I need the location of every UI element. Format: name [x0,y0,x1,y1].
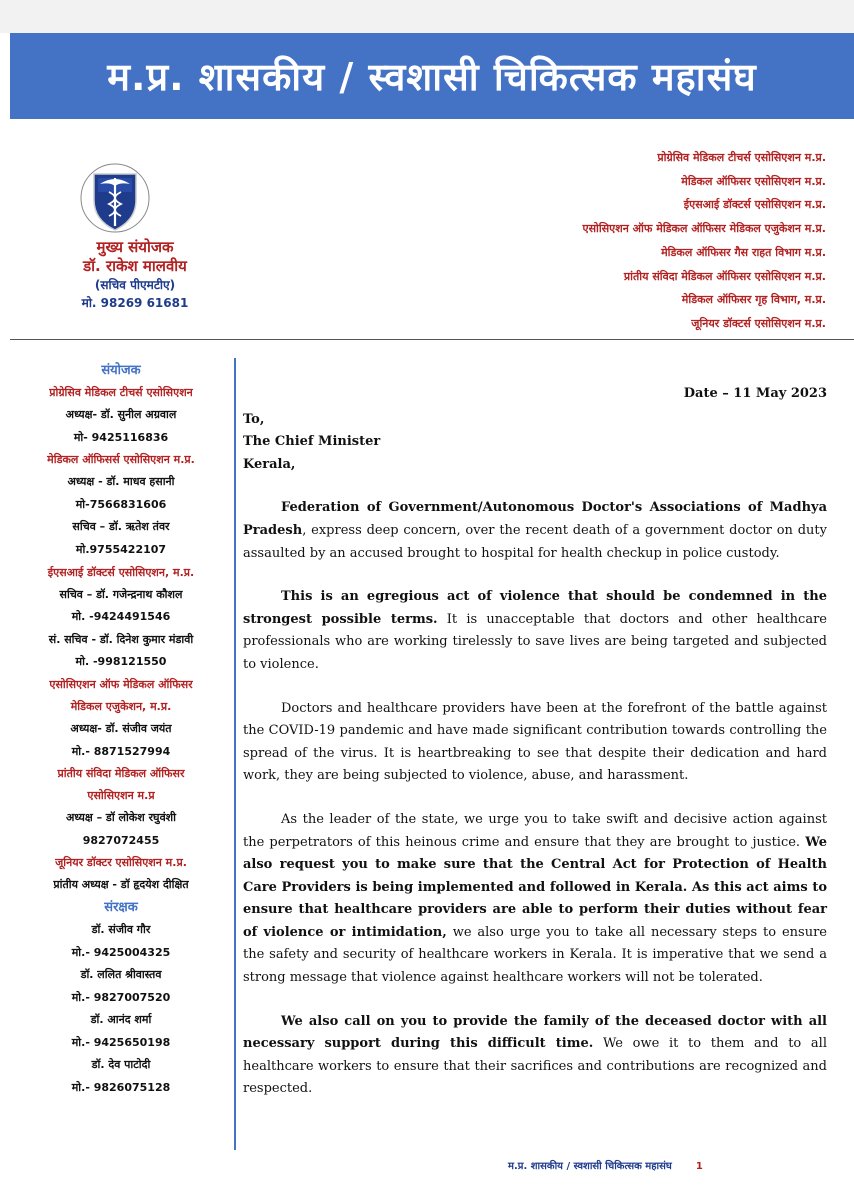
sidebar-person: सं. सचिव - डॉ. दिनेश कुमार मंडावी [48,632,194,646]
paragraph-4-bold: We also request you to make sure that the Central Act for Protection of Health Care Providers is being implemented and followed in Kerala. As this act aims to ensure that healthcare providers are able to perform their duties without fear of violence or intimidation, [243,834,827,940]
sidebar-association-cont: मेडिकल एजुकेशन, म.प्र. [70,699,172,713]
paragraph-4-text-b: we also urge you to take all necessary steps to ensure the safety and security of healthcare workers in Kerala. It is imperative that we send a strong message that violence against healthcare workers will not be tolerated. [243,924,827,986]
paragraph-2-bold: This is an egregious act of violence that should be condemned in the strongest possible terms. [243,589,827,627]
association-item: प्रोग्रेसिव मेडिकल टीचर्स एसोसिएशन म.प्र. [657,151,826,164]
letter-body [243,383,827,1101]
convenor-phone: मो. 98269 61681 [81,296,189,310]
sidebar-phone: मो-7566831606 [75,497,167,511]
paragraph-4 [243,809,827,990]
sidebar-phone: मो.- 9425004325 [71,945,171,959]
page-footer [508,1158,703,1172]
sidebar-divider [234,358,236,1150]
page-number: 1 [695,1161,703,1172]
sidebar-phone: मो.- 8871527994 [71,744,171,758]
member-associations-list [583,146,826,336]
convenor-role: मुख्य संयोजक [96,238,174,256]
paragraph-5 [243,1011,827,1101]
sidebar-phone: मो.- 9826075128 [71,1081,171,1095]
letterhead-banner [10,33,854,119]
paragraph-1 [243,497,827,565]
paragraph-4-text-a: As the leader of the state, we urge you to take swift and decisive action against the perpetrators of this heinous crime and ensure that they are brought to justice. [243,811,827,850]
paragraph-5-bold: We also call on you to provide the family of the deceased doctor with all necessary support during this difficult time. [243,1013,827,1052]
sidebar-association: एसोसिएशन ऑफ मेडिकल ऑफिसर [49,677,193,691]
sidebar-heading-patrons: संरक्षक [104,899,138,915]
footer-text: म.प्र. शासकीय / स्वशासी चिकित्सक महासंघ [508,1161,672,1172]
sidebar-patron: डॉ. संजीव गौर [91,922,151,936]
association-item: मेडिकल ऑफिसर गैस राहत विभाग म.प्र. [661,245,826,259]
letter-date: Date – 11 May 2023 [683,386,827,401]
sidebar-patron: डॉ. देव पाटोदी [91,1058,151,1072]
recipient-title: The Chief Minister [243,434,381,450]
sidebar-association: मेडिकल ऑफिसर्स एसोसिएशन म.प्र. [47,453,195,467]
sidebar-person: सचिव – डॉ. गजेन्द्रनाथ कौशल [59,587,183,601]
sidebar-person: अध्यक्ष- डॉ. सुनील अग्रवाल [65,408,177,421]
sidebar-person: अध्यक्ष – डॉ लोकेश रघुवंशी [65,811,177,825]
paragraph-2 [243,586,827,676]
sidebar-phone: मो.- 9425650198 [71,1035,171,1049]
sidebar-heading-convenors: संयोजक [101,363,141,378]
association-item: एसोसिएशन ऑफ मेडिकल ऑफिसर मेडिकल एजुकेशन म.प्र. [582,222,826,236]
paragraph-1-bold: Federation of Government/Autonomous Doctor's Associations of Madhya Pradesh [243,500,827,538]
association-item: मेडिकल ऑफिसर एसोसिएशन म.प्र. [681,174,826,188]
paragraph-5-text: We owe it to them and to all healthcare workers to ensure that their sacrifices and contributions are recognized and respected. [243,1036,827,1097]
association-item: मेडिकल ऑफिसर गृह विभाग, म.प्र. [681,293,826,307]
sidebar-patron: डॉ. आनंद शर्मा [90,1013,152,1027]
sidebar-phone: मो.- 9827007520 [71,990,171,1004]
association-item: ईएसआई डॉक्टर्स एसोसिएशन म.प्र. [683,198,826,212]
letterhead-title: म.प्र. शासकीय / स्वशासी चिकित्सक महासंघ [107,55,757,99]
sidebar-person: प्रांतीय अध्यक्ष - डॉ हृदयेश दीक्षित [53,878,189,892]
paragraph-1-text: , express deep concern, over the recent death of a government doctor on duty assaulted by an accused brought to hospital for health checkup in police custody. [243,522,827,561]
convenor-post: (सचिव पीएमटीए) [94,278,176,292]
chief-convenor-block [20,238,250,312]
sidebar-association-cont: एसोसिएशन म.प्र [87,789,155,803]
recipient-address [243,409,827,477]
sidebar-phone: मो.9755422107 [75,542,167,556]
sidebar-association: जूनियर डॉक्टर एसोसिएशन म.प्र. [55,856,187,870]
sidebar-association: प्रोग्रेसिव मेडिकल टीचर्स एसोसिएशन [49,386,193,399]
salutation-to: To, [243,411,265,427]
recipient-place: Kerala, [243,456,296,472]
sidebar-person: अध्यक्ष - डॉ. माधव हसानी [67,475,175,489]
caduceus-logo-icon [80,162,150,234]
paragraph-2-text: It is unacceptable that doctors and other healthcare professionals who are working tirelessly to save lives are being targeted and subjected to violence. [243,611,827,672]
sidebar-person: अध्यक्ष- डॉ. संजीव जयंत [70,721,172,735]
sidebar-phone: 9827072455 [82,833,160,847]
top-margin [0,0,854,33]
association-item: जूनियर डॉक्टर्स एसोसिएशन म.प्र. [691,316,826,330]
sidebar-phone: मो. -998121550 [75,655,167,669]
sidebar-person: सचिव – डॉ. ऋतेश तंवर [72,520,170,534]
sidebar-phone: मो- 9425116836 [73,430,169,444]
header-divider [10,339,854,340]
sidebar-association: प्रांतीय संविदा मेडिकल ऑफिसर [57,767,185,781]
sidebar-phone: मो. -9424491546 [71,610,171,624]
sidebar-association: ईएसआई डॉक्टर्स एसोसिएशन, म.प्र. [47,565,195,579]
sidebar-contacts [10,360,232,1100]
convenor-name: डॉ. राकेश मालवीय [83,257,187,275]
paragraph-3: Doctors and healthcare providers have been at the forefront of the battle against the COVID-19 pandemic and have made significant contribution towards controlling the spread of the virus. It is heartbreaking to see that despite their dedication and hard work, they are being subjected to violence, abuse, and harassment. [243,700,827,784]
association-item: प्रांतीय संविदा मेडिकल ऑफिसर एसोसिएशन म.प्र. [623,269,826,283]
sidebar-patron: डॉ. ललित श्रीवास्तव [80,968,162,982]
